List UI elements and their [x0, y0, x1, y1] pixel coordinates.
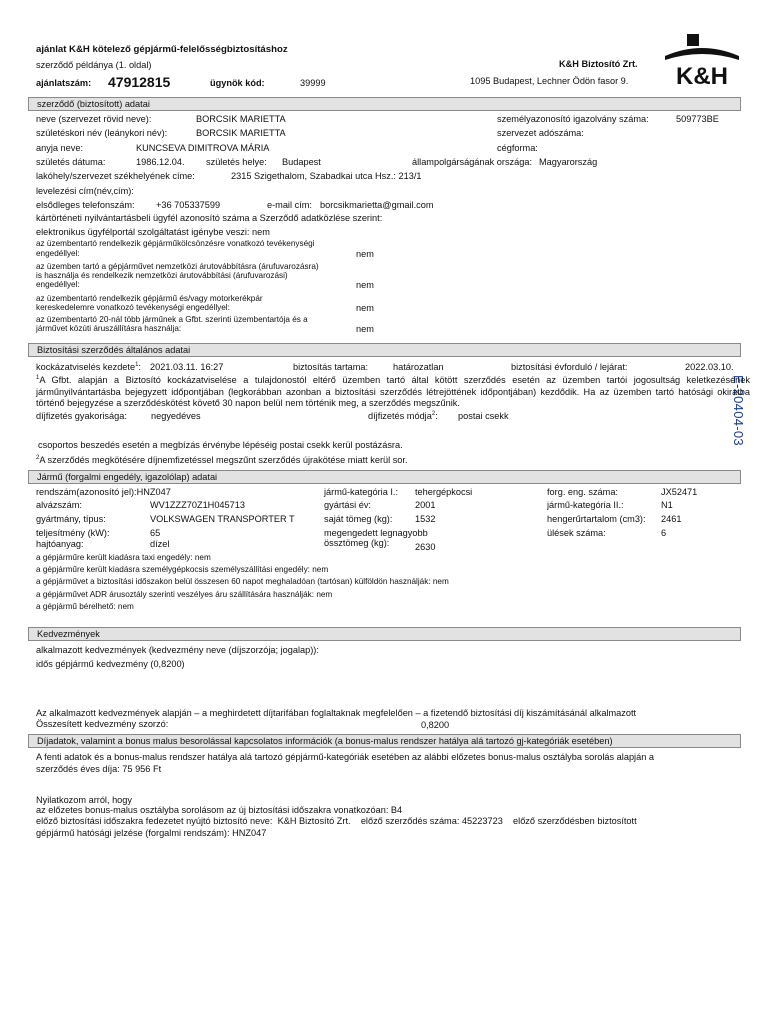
name-value: BORCSIK MARIETTA: [196, 114, 286, 124]
chassis-value: WV1ZZZ70Z1H045713: [150, 500, 245, 510]
make-label: gyártmány, típus:: [36, 514, 106, 524]
applied-discounts-label: alkalmazott kedvezmények (kedvezmény neve (díjszorzója; jogalap)):: [36, 645, 319, 655]
seats-label: ülések száma:: [547, 528, 606, 538]
discount-total-label: Összesített kedvezmény szorzó:: [36, 719, 169, 729]
fee-text: A fenti adatok és a bonus-malus rendszer hatálya alá tartozó gépjármű-kategóriák esetében az alábbi előzetes bonus-malus osztályba sorolás alapján a: [36, 752, 654, 762]
year-value: 2001: [415, 500, 436, 510]
portal-usage: elektronikus ügyfélportál szolgáltatást igénybe veszi: nem: [36, 227, 270, 237]
max-weight-label: megengedett legnagyobb: [324, 528, 428, 538]
birth-date-label: születés dátuma:: [36, 157, 106, 167]
agent-code-label: ügynök kód:: [210, 78, 265, 88]
birth-date-value: 1986.12.04.: [136, 157, 185, 167]
citizenship-label: állampolgárságának országa:: [412, 157, 533, 167]
logo-text: K&H: [676, 63, 728, 86]
copy-label: szerződő példánya (1. oldal): [36, 60, 152, 70]
annual-fee: szerződés éves díja: 75 956 Ft: [36, 764, 162, 774]
fleet-question: az üzembentartó 20-nál több járműnek a Gfbt. szerinti üzembentartója és a: [36, 315, 308, 324]
intl-transport-question: az üzemben tartó a gépjárművet nemzetközi árutovábbításra (árufuvarozásra): [36, 262, 319, 271]
birth-name-value: BORCSIK MARIETTA: [196, 128, 286, 138]
mail-address-label: levelezési cím(név,cím):: [36, 186, 134, 196]
phone-label: elsődleges telefonszám:: [36, 200, 135, 210]
fuel-value: dízel: [150, 539, 170, 549]
anniversary-value: 2022.03.10.: [685, 362, 734, 372]
kh-logo: [663, 34, 741, 86]
name-label: neve (szervezet rövid neve):: [36, 114, 152, 124]
birth-place-value: Budapest: [282, 157, 321, 167]
email-label: e-mail cím:: [267, 200, 312, 210]
duration-label: biztosítás tartama:: [293, 362, 369, 372]
bonus-malus-class: az előzetes bonus-malus osztályba sorolásom az új biztosítási időszakra vonatkozóan: B4: [36, 805, 403, 815]
section-general: Biztosítási szerződés általános adatai: [28, 343, 741, 357]
intl-transport-answer: nem: [356, 280, 374, 290]
previous-insurer-line: előző biztosítási időszakra fedezetet nyújtó biztosító neve: K&H Biztosító Zrt. előző szerződés száma: 45223723 előző szerződésben biztosított: [36, 816, 637, 826]
residence-value: 2315 Szigethalom, Szabadkai utca Hsz.: 213/1: [231, 171, 422, 181]
anniversary-label: biztosítási évforduló / lejárat:: [511, 362, 628, 372]
displacement-label: hengerűrtartalom (cm3):: [547, 514, 646, 524]
residence-label: lakóhely/szervezet székhelyének címe:: [36, 171, 195, 181]
permit-value: JX52471: [661, 487, 698, 497]
rental-license-answer: nem: [356, 249, 374, 259]
group-collection-note: csoportos beszedés esetén a megbízás érvénybe lépéséig postai csekk kerül postázásra.: [38, 440, 403, 450]
agent-code: 39999: [300, 78, 326, 88]
plate-label: rendszám(azonosító jel):HNZ047: [36, 487, 171, 497]
year-label: gyártási év:: [324, 500, 371, 510]
abroad-usage: a gépjárművet a biztosítási időszakon belül összesen 60 napot meghaladóan (tartósan) külföldön használják: nem: [36, 577, 449, 586]
seats-value: 6: [661, 528, 667, 538]
section-fees: Díjadatok, valamint a bonus malus besorolással kapcsolatos információk (a bonus-malus rendszer hatálya alá tartozó gj-kategóriák esetében): [28, 734, 741, 748]
permit-label: forg. eng. száma:: [547, 487, 618, 497]
rental-license-question-2: engedéllyel:: [36, 249, 80, 258]
make-value: VOLKSWAGEN TRANSPORTER T: [150, 514, 295, 524]
category1-label: jármű-kategória I.:: [324, 487, 399, 497]
power-label: teljesítmény (kW):: [36, 528, 110, 538]
intl-transport-question-2: is használja és rendelkezik nemzetközi árutovábbítási (árufuvarozási): [36, 271, 288, 280]
dealer-license-question: az üzembentartó rendelkezik gépjármű és/vagy motorkerékpár: [36, 294, 263, 303]
fleet-question-2: járművet közúti áruszállításra használja:: [36, 324, 182, 333]
section-contractor: szerződő (biztosított) adatai: [28, 97, 741, 111]
category1-value: tehergépkocsi: [415, 487, 473, 497]
company-address: 1095 Budapest, Lechner Ödön fasor 9.: [470, 76, 629, 86]
risk-start-note: $^1$A Gfbt. alapján a Biztosító kockázatviselése a tulajdonostól eltérő üzemben tartó által kötött szerződés esetén az üzemben tartói jogosultság keletkezésének járműnyilvántartásba bejegyzett időpontjában (legkorábban azonban a biztosítási szerződés létrejöttének időpontjában) kezdődik. Ha az üzemben tartó hatósági okiratba történő bejegyzése a szerződéskötést követő 30 napon belül nem történik meg, a szerződés megszűnik.: [36, 374, 750, 408]
rentable: a gépjármű bérelhető: nem: [36, 602, 134, 611]
frequency-value: negyedéves: [151, 411, 201, 421]
dealer-license-question-2: kereskedelemre vonatkozó tevékenységi engedéllyel:: [36, 303, 230, 312]
rental-license-question: az üzembentartó rendelkezik gépjárműkölcsönzésre vonatkozó tevékenységi: [36, 239, 315, 248]
damage-register-label: kártörténeti nyilvántartásbeli ügyfél azonosító száma a Szerződő adatközlése szerint:: [36, 213, 383, 223]
intl-transport-question-3: engedéllyel:: [36, 280, 80, 289]
max-weight-value: 2630: [415, 542, 436, 552]
company-form-label: cégforma:: [497, 143, 538, 153]
chassis-label: alvázszám:: [36, 500, 82, 510]
id-label: személyazonosító igazolvány száma:: [497, 114, 649, 124]
offer-number-label: ajánlatszám:: [36, 78, 92, 88]
frequency-label: díjfizetés gyakorisága:: [36, 411, 127, 421]
category2-value: N1: [661, 500, 673, 510]
start-value: 2021.03.11. 16:27: [150, 362, 224, 372]
fuel-label: hajtóanyag:: [36, 539, 84, 549]
phone-value: +36 705337599: [156, 200, 221, 210]
dealer-license-answer: nem: [356, 303, 374, 313]
declaration-heading: Nyilatkozom arról, hogy: [36, 795, 132, 805]
section-discounts: Kedvezmények: [28, 627, 741, 641]
mother-name-label: anyja neve:: [36, 143, 83, 153]
email-value: borcsikmarietta@gmail.com: [320, 200, 434, 210]
discount-item: idős gépjármű kedvezmény (0,8200): [36, 659, 185, 669]
mother-name-value: KUNCSEVA DIMITROVA MÁRIA: [136, 143, 270, 153]
category2-label: jármű-kategória II.:: [547, 500, 624, 510]
displacement-value: 2461: [661, 514, 682, 524]
passenger-license: a gépjárműre került kiadásra személygépkocsis személyszállítási engedély: nem: [36, 565, 329, 574]
taxi-license: a gépjárműre került kiadásra taxi engedély: nem: [36, 553, 211, 562]
offer-number: 47912815: [108, 74, 171, 90]
reconclusion-note: $^2$A szerződés megkötésére díjnemfizetéssel megszűnt szerződés újrakötése miatt kerül sor.: [36, 454, 408, 465]
tax-number-label: szervezet adószáma:: [497, 128, 584, 138]
payment-mode-value: postai csekk: [458, 411, 509, 421]
previous-plate: gépjármű hatósági jelzése (forgalmi rendszám): HNZ047: [36, 828, 267, 838]
citizenship-value: Magyarország: [539, 157, 598, 167]
start-label: kockázatviselés kezdete$^1$:: [36, 361, 141, 372]
discount-total-value: 0,8200: [421, 720, 450, 730]
duration-value: határozatlan: [393, 362, 444, 372]
form-code: E-20404-03: [731, 375, 746, 446]
max-weight-label-2: össztömeg (kg):: [324, 538, 390, 548]
payment-mode-label: díjfizetés módja$^2$:: [368, 410, 438, 421]
section-vehicle: Jármű (forgalmi engedély, igazolólap) adatai: [28, 470, 741, 484]
weight-value: 1532: [415, 514, 436, 524]
document-title: ajánlat K&H kötelező gépjármű-felelősségbiztosításhoz: [36, 44, 288, 55]
power-value: 65: [150, 528, 161, 538]
id-value: 509773BE: [676, 114, 719, 124]
discount-note: Az alkalmazott kedvezmények alapján – a meghirdetett díjtarifában foglaltaknak megfelelően – a fizetendő biztosítási díj kiszámításánál alkalmazott: [36, 708, 637, 718]
weight-label: saját tömeg (kg):: [324, 514, 393, 524]
birth-place-label: születés helye:: [206, 157, 267, 167]
birth-name-label: születéskori név (leánykori név):: [36, 128, 168, 138]
company-name: K&H Biztosító Zrt.: [559, 59, 638, 69]
fleet-answer: nem: [356, 324, 374, 334]
adr-usage: a gépjárművet ADR árusoztály szerinti veszélyes áru szállítására használják: nem: [36, 590, 333, 599]
